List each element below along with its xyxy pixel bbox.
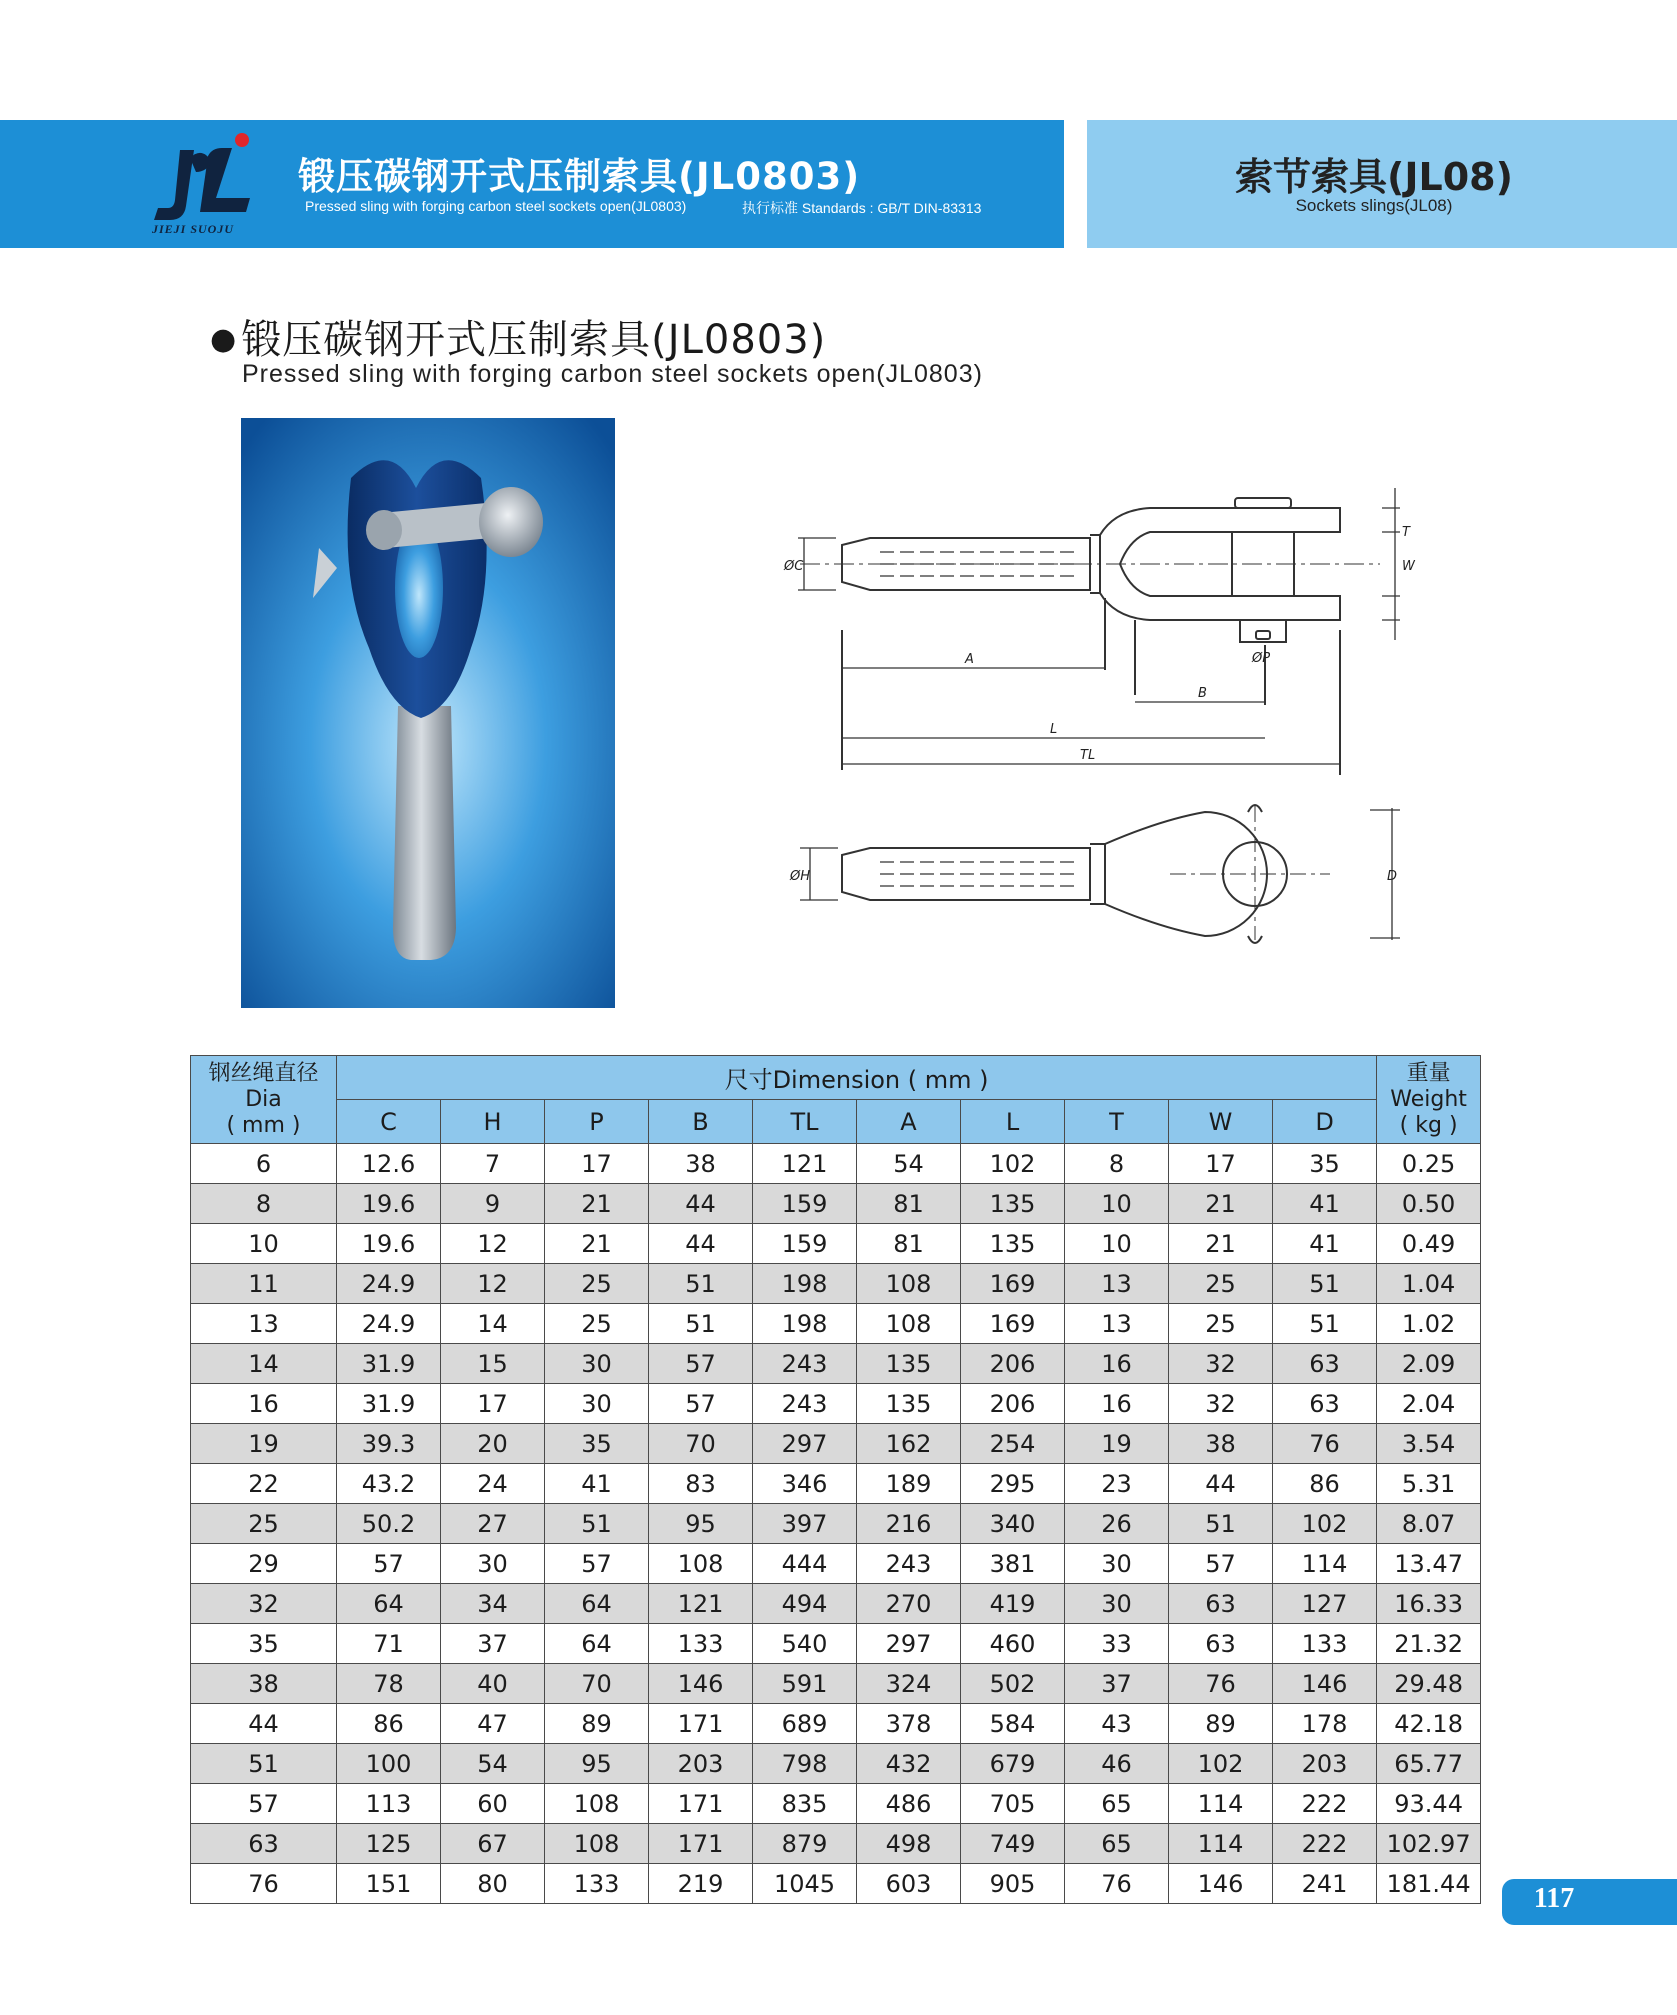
- product-photo: [241, 418, 615, 1008]
- table-cell: 162: [857, 1424, 961, 1464]
- table-cell: 86: [1273, 1464, 1377, 1504]
- table-cell: 540: [753, 1624, 857, 1664]
- table-cell: 114: [1169, 1784, 1273, 1824]
- table-cell: 30: [1065, 1544, 1169, 1584]
- table-cell: 108: [545, 1784, 649, 1824]
- table-cell: 37: [1065, 1664, 1169, 1704]
- table-cell: 32: [191, 1584, 337, 1624]
- table-cell: 100: [337, 1744, 441, 1784]
- table-cell: 46: [1065, 1744, 1169, 1784]
- table-cell: 1.02: [1377, 1304, 1481, 1344]
- table-cell: 37: [441, 1624, 545, 1664]
- dim-label-p: ØP: [1252, 651, 1271, 666]
- table-cell: 63: [1273, 1384, 1377, 1424]
- table-cell: 13.47: [1377, 1544, 1481, 1584]
- table-cell: 135: [961, 1224, 1065, 1264]
- dim-label-a: A: [965, 652, 974, 667]
- table-cell: 102: [961, 1144, 1065, 1184]
- table-cell: 1.04: [1377, 1264, 1481, 1304]
- product-title-text: 锻压碳钢开式压制索具(JL0803): [241, 317, 827, 363]
- table-cell: 181.44: [1377, 1864, 1481, 1904]
- dim-label-l: L: [1050, 722, 1058, 737]
- table-cell: 44: [649, 1224, 753, 1264]
- table-cell: 171: [649, 1824, 753, 1864]
- column-header: L: [961, 1100, 1065, 1144]
- table-cell: 432: [857, 1744, 961, 1784]
- table-cell: 879: [753, 1824, 857, 1864]
- table-cell: 689: [753, 1704, 857, 1744]
- table-cell: 95: [649, 1504, 753, 1544]
- table-cell: 32: [1169, 1384, 1273, 1424]
- table-cell: 340: [961, 1504, 1065, 1544]
- table-cell: 95: [545, 1744, 649, 1784]
- table-cell: 243: [753, 1344, 857, 1384]
- table-cell: 57: [1169, 1544, 1273, 1584]
- page-number: 117: [1533, 1883, 1575, 1914]
- dim-label-w: W: [1402, 559, 1415, 574]
- table-cell: 25: [545, 1264, 649, 1304]
- dim-label-t: T: [1402, 525, 1410, 540]
- table-cell: 21: [1169, 1184, 1273, 1224]
- table-cell: 133: [1273, 1624, 1377, 1664]
- table-cell: 38: [191, 1664, 337, 1704]
- weight-header-en: Weight: [1390, 1086, 1467, 1112]
- table-cell: 219: [649, 1864, 753, 1904]
- table-cell: 70: [649, 1424, 753, 1464]
- weight-header-unit: ( kg ): [1399, 1112, 1458, 1138]
- table-cell: 378: [857, 1704, 961, 1744]
- table-row: [191, 1504, 1481, 1544]
- table-cell: 34: [441, 1584, 545, 1624]
- table-cell: 16: [191, 1384, 337, 1424]
- table-cell: 222: [1273, 1784, 1377, 1824]
- table-cell: 13: [1065, 1304, 1169, 1344]
- logo-text: JIEJI SUOJU: [152, 222, 235, 236]
- column-header: C: [337, 1100, 441, 1144]
- table-cell: 102: [1273, 1504, 1377, 1544]
- table-cell: 397: [753, 1504, 857, 1544]
- table-cell: 10: [1065, 1184, 1169, 1224]
- column-header: T: [1065, 1100, 1169, 1144]
- table-cell: 47: [441, 1704, 545, 1744]
- table-cell: 67: [441, 1824, 545, 1864]
- table-cell: 178: [1273, 1704, 1377, 1744]
- column-header-row: [191, 1100, 1481, 1144]
- table-row: [191, 1664, 1481, 1704]
- table-cell: 51: [649, 1264, 753, 1304]
- table-cell: 16: [1065, 1384, 1169, 1424]
- table-cell: 6: [191, 1144, 337, 1184]
- table-cell: 705: [961, 1784, 1065, 1824]
- table-cell: 114: [1273, 1544, 1377, 1584]
- table-cell: 21: [545, 1184, 649, 1224]
- table-cell: 0.49: [1377, 1224, 1481, 1264]
- table-row: [191, 1224, 1481, 1264]
- table-cell: 30: [441, 1544, 545, 1584]
- table-cell: 57: [649, 1384, 753, 1424]
- table-cell: 7: [441, 1144, 545, 1184]
- table-cell: 63: [191, 1824, 337, 1864]
- table-cell: 63: [1169, 1584, 1273, 1624]
- table-cell: 89: [1169, 1704, 1273, 1744]
- table-cell: 81: [857, 1184, 961, 1224]
- table-cell: 169: [961, 1264, 1065, 1304]
- table-cell: 121: [649, 1584, 753, 1624]
- table-cell: 133: [649, 1624, 753, 1664]
- header-subtitle: Pressed sling with forging carbon steel sockets open(JL0803): [305, 198, 687, 214]
- category-subtitle: Sockets slings(JL08): [1295, 196, 1453, 215]
- table-cell: 19.6: [337, 1224, 441, 1264]
- table-row: [191, 1384, 1481, 1424]
- table-cell: 12: [441, 1264, 545, 1304]
- table-cell: 203: [1273, 1744, 1377, 1784]
- table-cell: 64: [337, 1584, 441, 1624]
- table-cell: 70: [545, 1664, 649, 1704]
- table-cell: 14: [441, 1304, 545, 1344]
- product-subtitle: Pressed sling with forging carbon steel sockets open(JL0803): [242, 360, 983, 388]
- table-cell: 222: [1273, 1824, 1377, 1864]
- table-cell: 19.6: [337, 1184, 441, 1224]
- table-row: [191, 1584, 1481, 1624]
- weight-header-cn: 重量: [1406, 1060, 1451, 1086]
- table-cell: 121: [753, 1144, 857, 1184]
- table-cell: 151: [337, 1864, 441, 1904]
- table-cell: 20: [441, 1424, 545, 1464]
- table-cell: 216: [857, 1504, 961, 1544]
- table-cell: 254: [961, 1424, 1065, 1464]
- table-cell: 35: [1273, 1144, 1377, 1184]
- table-cell: 17: [545, 1144, 649, 1184]
- table-cell: 835: [753, 1784, 857, 1824]
- table-cell: 297: [753, 1424, 857, 1464]
- table-cell: 159: [753, 1224, 857, 1264]
- dia-header: [191, 1056, 337, 1144]
- table-cell: 114: [1169, 1824, 1273, 1864]
- table-cell: 51: [649, 1304, 753, 1344]
- dim-label-c: ØC: [784, 559, 804, 574]
- table-cell: 198: [753, 1304, 857, 1344]
- table-cell: 41: [545, 1464, 649, 1504]
- table-row: [191, 1184, 1481, 1224]
- column-header: TL: [753, 1100, 857, 1144]
- column-header: D: [1273, 1100, 1377, 1144]
- table-row: [191, 1464, 1481, 1504]
- table-cell: 8: [191, 1184, 337, 1224]
- table-cell: 135: [857, 1384, 961, 1424]
- table-cell: 241: [1273, 1864, 1377, 1904]
- table-cell: 25: [1169, 1264, 1273, 1304]
- table-cell: 25: [545, 1304, 649, 1344]
- category-title: 索节索具(JL08): [1235, 155, 1513, 199]
- table-cell: 5.31: [1377, 1464, 1481, 1504]
- table-cell: 159: [753, 1184, 857, 1224]
- table-cell: 189: [857, 1464, 961, 1504]
- dimension-header: 尺寸Dimension ( mm ): [337, 1056, 1377, 1100]
- table-cell: 108: [857, 1264, 961, 1304]
- table-cell: 30: [545, 1344, 649, 1384]
- table-cell: 3.54: [1377, 1424, 1481, 1464]
- table-cell: 35: [191, 1624, 337, 1664]
- table-cell: 679: [961, 1744, 1065, 1784]
- table-cell: 23: [1065, 1464, 1169, 1504]
- table-cell: 51: [1273, 1304, 1377, 1344]
- table-cell: 206: [961, 1384, 1065, 1424]
- table-row: [191, 1704, 1481, 1744]
- table-cell: 9: [441, 1184, 545, 1224]
- table-cell: 146: [649, 1664, 753, 1704]
- table-cell: 30: [1065, 1584, 1169, 1624]
- table-cell: 26: [1065, 1504, 1169, 1544]
- table-cell: 21: [1169, 1224, 1273, 1264]
- table-cell: 108: [545, 1824, 649, 1864]
- table-cell: 243: [753, 1384, 857, 1424]
- table-cell: 35: [545, 1424, 649, 1464]
- table-row: [191, 1784, 1481, 1824]
- table-cell: 12.6: [337, 1144, 441, 1184]
- table-cell: 38: [1169, 1424, 1273, 1464]
- table-cell: 60: [441, 1784, 545, 1824]
- table-cell: 39.3: [337, 1424, 441, 1464]
- table-cell: 13: [191, 1304, 337, 1344]
- table-row: [191, 1824, 1481, 1864]
- table-cell: 12: [441, 1224, 545, 1264]
- table-cell: 2.04: [1377, 1384, 1481, 1424]
- table-cell: 65: [1065, 1824, 1169, 1864]
- table-cell: 44: [649, 1184, 753, 1224]
- table-cell: 93.44: [1377, 1784, 1481, 1824]
- column-header: H: [441, 1100, 545, 1144]
- table-cell: 19: [1065, 1424, 1169, 1464]
- table-cell: 135: [961, 1184, 1065, 1224]
- table-cell: 591: [753, 1664, 857, 1704]
- table-cell: 498: [857, 1824, 961, 1864]
- table-cell: 29.48: [1377, 1664, 1481, 1704]
- table-cell: 25: [1169, 1304, 1273, 1344]
- table-cell: 905: [961, 1864, 1065, 1904]
- table-cell: 80: [441, 1864, 545, 1904]
- table-cell: 381: [961, 1544, 1065, 1584]
- spec-table-body: [191, 1144, 1481, 1904]
- table-cell: 30: [545, 1384, 649, 1424]
- table-cell: 419: [961, 1584, 1065, 1624]
- table-cell: 14: [191, 1344, 337, 1384]
- table-cell: 108: [857, 1304, 961, 1344]
- table-cell: 38: [649, 1144, 753, 1184]
- table-cell: 146: [1273, 1664, 1377, 1704]
- table-cell: 146: [1169, 1864, 1273, 1904]
- table-cell: 44: [1169, 1464, 1273, 1504]
- column-header: B: [649, 1100, 753, 1144]
- table-cell: 54: [857, 1144, 961, 1184]
- table-cell: 51: [1169, 1504, 1273, 1544]
- table-cell: 603: [857, 1864, 961, 1904]
- table-cell: 27: [441, 1504, 545, 1544]
- table-cell: 24.9: [337, 1264, 441, 1304]
- table-cell: 22: [191, 1464, 337, 1504]
- table-cell: 31.9: [337, 1344, 441, 1384]
- table-cell: 89: [545, 1704, 649, 1744]
- table-cell: 798: [753, 1744, 857, 1784]
- table-cell: 76: [1065, 1864, 1169, 1904]
- table-cell: 41: [1273, 1224, 1377, 1264]
- table-cell: 113: [337, 1784, 441, 1824]
- table-cell: 57: [649, 1344, 753, 1384]
- table-cell: 171: [649, 1784, 753, 1824]
- table-cell: 40: [441, 1664, 545, 1704]
- table-cell: 76: [1273, 1424, 1377, 1464]
- table-cell: 125: [337, 1824, 441, 1864]
- table-row: [191, 1544, 1481, 1584]
- table-cell: 51: [1273, 1264, 1377, 1304]
- table-cell: 494: [753, 1584, 857, 1624]
- table-cell: 50.2: [337, 1504, 441, 1544]
- table-cell: 749: [961, 1824, 1065, 1864]
- table-cell: 460: [961, 1624, 1065, 1664]
- table-cell: 198: [753, 1264, 857, 1304]
- header-standards: 执行标准 Standards : GB/T DIN-83313: [742, 200, 982, 216]
- table-cell: 51: [545, 1504, 649, 1544]
- table-row: [191, 1624, 1481, 1664]
- table-cell: 31.9: [337, 1384, 441, 1424]
- technical-drawing: [770, 470, 1415, 950]
- table-cell: 8: [1065, 1144, 1169, 1184]
- table-cell: 42.18: [1377, 1704, 1481, 1744]
- table-cell: 57: [191, 1784, 337, 1824]
- table-cell: 63: [1169, 1624, 1273, 1664]
- table-cell: 43.2: [337, 1464, 441, 1504]
- spec-table: [190, 1055, 1481, 1904]
- table-cell: 64: [545, 1624, 649, 1664]
- dia-header-cn: 钢丝绳直径: [208, 1060, 319, 1086]
- product-title: [210, 308, 826, 365]
- table-cell: 297: [857, 1624, 961, 1664]
- table-cell: 86: [337, 1704, 441, 1744]
- table-cell: 33: [1065, 1624, 1169, 1664]
- table-cell: 11: [191, 1264, 337, 1304]
- table-cell: 486: [857, 1784, 961, 1824]
- table-cell: 324: [857, 1664, 961, 1704]
- table-cell: 83: [649, 1464, 753, 1504]
- table-cell: 108: [649, 1544, 753, 1584]
- table-cell: 502: [961, 1664, 1065, 1704]
- table-cell: 102.97: [1377, 1824, 1481, 1864]
- table-cell: 584: [961, 1704, 1065, 1744]
- bullet-icon: ●: [210, 322, 238, 357]
- dim-label-d: D: [1387, 869, 1398, 884]
- table-cell: 133: [545, 1864, 649, 1904]
- table-cell: 10: [191, 1224, 337, 1264]
- table-cell: 65.77: [1377, 1744, 1481, 1784]
- table-cell: 135: [857, 1344, 961, 1384]
- table-cell: 16: [1065, 1344, 1169, 1384]
- table-cell: 29: [191, 1544, 337, 1584]
- table-cell: 54: [441, 1744, 545, 1784]
- table-cell: 203: [649, 1744, 753, 1784]
- table-cell: 102: [1169, 1744, 1273, 1784]
- table-cell: 206: [961, 1344, 1065, 1384]
- table-cell: 21: [545, 1224, 649, 1264]
- table-cell: 295: [961, 1464, 1065, 1504]
- table-cell: 127: [1273, 1584, 1377, 1624]
- weight-header: [1377, 1056, 1481, 1144]
- table-cell: 17: [1169, 1144, 1273, 1184]
- table-cell: 1045: [753, 1864, 857, 1904]
- table-cell: 81: [857, 1224, 961, 1264]
- table-cell: 43: [1065, 1704, 1169, 1744]
- table-cell: 0.25: [1377, 1144, 1481, 1184]
- dim-label-h: ØH: [790, 869, 811, 884]
- table-cell: 44: [191, 1704, 337, 1744]
- table-cell: 243: [857, 1544, 961, 1584]
- header-title: 锻压碳钢开式压制索具(JL0803): [298, 155, 861, 198]
- dim-label-tl: TL: [1080, 748, 1096, 763]
- table-row: [191, 1304, 1481, 1344]
- table-cell: 15: [441, 1344, 545, 1384]
- table-cell: 10: [1065, 1224, 1169, 1264]
- table-cell: 51: [191, 1744, 337, 1784]
- table-cell: 13: [1065, 1264, 1169, 1304]
- column-header: P: [545, 1100, 649, 1144]
- table-cell: 78: [337, 1664, 441, 1704]
- table-row: [191, 1864, 1481, 1904]
- table-cell: 16.33: [1377, 1584, 1481, 1624]
- table-cell: 346: [753, 1464, 857, 1504]
- table-row: [191, 1264, 1481, 1304]
- table-cell: 76: [1169, 1664, 1273, 1704]
- dia-header-en: Dia: [245, 1086, 282, 1112]
- table-cell: 63: [1273, 1344, 1377, 1384]
- table-cell: 270: [857, 1584, 961, 1624]
- column-header: W: [1169, 1100, 1273, 1144]
- column-header: A: [857, 1100, 961, 1144]
- table-cell: 444: [753, 1544, 857, 1584]
- table-cell: 57: [545, 1544, 649, 1584]
- table-cell: 0.50: [1377, 1184, 1481, 1224]
- table-row: [191, 1744, 1481, 1784]
- table-cell: 21.32: [1377, 1624, 1481, 1664]
- dia-header-unit: ( mm ): [226, 1112, 301, 1138]
- table-cell: 76: [191, 1864, 337, 1904]
- table-row: [191, 1144, 1481, 1184]
- dim-label-b: B: [1198, 686, 1207, 701]
- table-cell: 24.9: [337, 1304, 441, 1344]
- table-cell: 17: [441, 1384, 545, 1424]
- table-cell: 19: [191, 1424, 337, 1464]
- table-cell: 171: [649, 1704, 753, 1744]
- table-cell: 41: [1273, 1184, 1377, 1224]
- table-cell: 2.09: [1377, 1344, 1481, 1384]
- table-cell: 64: [545, 1584, 649, 1624]
- table-cell: 24: [441, 1464, 545, 1504]
- table-cell: 32: [1169, 1344, 1273, 1384]
- table-cell: 25: [191, 1504, 337, 1544]
- table-row: [191, 1424, 1481, 1464]
- table-cell: 169: [961, 1304, 1065, 1344]
- table-row: [191, 1344, 1481, 1384]
- table-cell: 8.07: [1377, 1504, 1481, 1544]
- table-cell: 57: [337, 1544, 441, 1584]
- table-cell: 65: [1065, 1784, 1169, 1824]
- table-cell: 71: [337, 1624, 441, 1664]
